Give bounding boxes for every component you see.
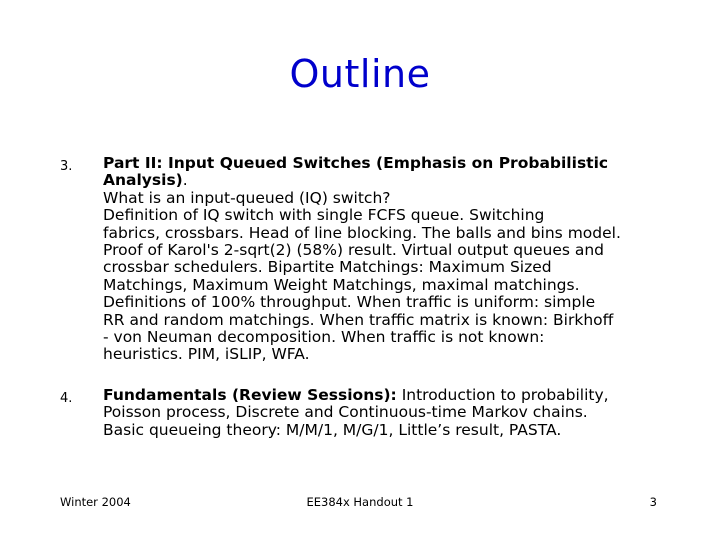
footer-page-number: 3 xyxy=(649,495,657,509)
item-heading-line-1 xyxy=(103,387,663,404)
footer-date: Winter 2004 xyxy=(60,495,131,509)
item-text-line: Proof of Karol's 2-sqrt(2) (58%) result. Virtual output queues and xyxy=(103,241,605,260)
item-text-line: Definition of IQ switch with single FCFS queue. Switching xyxy=(103,206,545,225)
item-text-line: Definitions of 100% throughput. When traffic is uniform: simple xyxy=(103,293,596,312)
item-heading-bold: Fundamentals (Review Sessions): xyxy=(103,386,397,404)
item-text-line: Matchings, Maximum Weight Matchings, maximal matchings. xyxy=(103,275,580,294)
slide-title: Outline xyxy=(289,52,431,96)
item-text-line: heuristics. PIM, iSLIP, WFA. xyxy=(103,345,310,364)
item-number: 4. xyxy=(60,391,73,406)
item-text-line: Poisson process, Discrete and Continuous-time Markov chains. xyxy=(103,403,588,422)
item-text-line: RR and random matchings. When traffic matrix is known: Birkhoff xyxy=(103,310,614,329)
item-heading-bold: Analysis) xyxy=(103,171,183,190)
item-heading-line-2 xyxy=(103,172,663,189)
item-text-line: What is an input-queued (IQ) switch? xyxy=(103,188,391,207)
item-body xyxy=(103,155,663,364)
item-text-line: - von Neuman decomposition. When traffic is not known: xyxy=(103,328,545,347)
item-text-line: fabrics, crossbars. Head of line blocking. The balls and bins model. xyxy=(103,223,621,242)
item-heading-line-1: Part II: Input Queued Switches (Emphasis on Probabilistic xyxy=(103,154,609,172)
item-text-line: crossbar schedulers. Bipartite Matchings: Maximum Sized xyxy=(103,258,552,277)
item-number: 3. xyxy=(60,159,73,174)
item-body xyxy=(103,387,663,439)
item-heading-rest: Introduction to probability, xyxy=(396,386,609,404)
item-text-line: Basic queueing theory: M/M/1, M/G/1, Little’s result, PASTA. xyxy=(103,420,562,439)
item-heading-tail: . xyxy=(182,171,188,190)
footer-handout: EE384x Handout 1 xyxy=(306,495,414,509)
